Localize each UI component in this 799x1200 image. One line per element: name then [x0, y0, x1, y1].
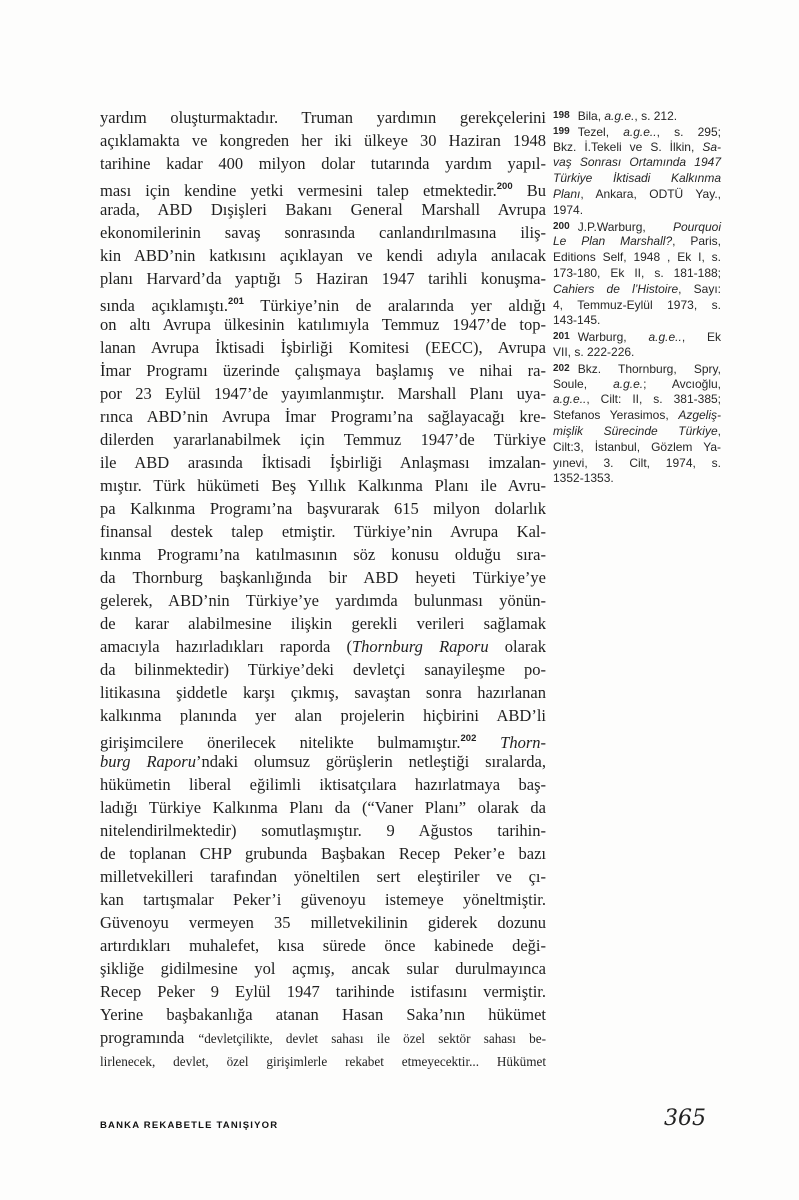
text-line: [553, 282, 721, 298]
footnote-199: [553, 124, 721, 219]
text-line: [553, 234, 721, 250]
text-line: [100, 934, 546, 957]
text-segment: a.g.e..: [553, 392, 587, 407]
text-segment: lanan Avrupa İktisadi İşbirliği Komitesi (EECC), Avrupa: [100, 338, 546, 357]
text-line: [100, 842, 546, 865]
text-segment: planı Harvard’da yaptığı 5 Haziran 1947 tarihli konuşma-: [100, 269, 546, 288]
text-segment: , s. 212.: [634, 109, 678, 123]
text-segment: vaş Sonrası Ortamında 1947: [553, 155, 721, 170]
text-line: [553, 345, 721, 361]
text-segment: on altı Avrupa ülkesinin katılımıyla Temmuz 1947’de top-: [100, 315, 546, 334]
text-line: [100, 106, 546, 129]
text-line: [100, 543, 546, 566]
text-segment: ladığı Türkiye Kalkınma Planı da (“Vaner Planı” olarak da: [100, 798, 546, 817]
text-segment: sında açıklamıştı.: [100, 296, 229, 315]
text-segment: kan tartışmalar Peker’i güvenoyu istemeye yöneltmiştir.: [100, 890, 546, 909]
text-segment: Türkiye’nin de aralarında yer aldığı: [243, 296, 546, 315]
text-line: [553, 424, 721, 440]
text-segment: tarihine kadar 400 milyon dolar tutarında yardım yapıl-: [100, 154, 546, 173]
footnote-marker: 201: [553, 331, 570, 343]
text-segment: Recep Peker 9 Eylül 1947 tarihinde istifasını vermiştir.: [100, 982, 546, 1001]
text-line: [553, 456, 721, 472]
text-segment: Le Plan Marshall?: [553, 234, 673, 249]
text-line: [553, 298, 721, 314]
text-segment: Warburg,: [577, 330, 649, 345]
text-segment: 4, Temmuz-Eylül 1973, s.: [553, 297, 721, 312]
text-segment: Güvenoyu vermeyen 35 milletvekilinin giderek dozunu: [100, 913, 546, 932]
text-segment: Bkz. İ.Tekeli ve S. İlkin,: [553, 139, 703, 154]
footnote-marker: 198: [553, 110, 570, 121]
text-line: [100, 819, 546, 842]
text-segment: ,: [717, 423, 721, 438]
text-line: [553, 313, 721, 329]
text-segment: burg Raporu: [100, 752, 196, 771]
text-segment: Sa-: [702, 139, 721, 154]
text-segment: kin ABD’nin katkısını açıklayan ve kendi adıyla anılacak: [100, 246, 546, 265]
text-line: [100, 681, 546, 704]
text-line: [100, 520, 546, 543]
page-number: 365: [664, 1106, 706, 1131]
text-segment: Yerine başbakanlığa atanan Hasan Saka’nın hükümet: [100, 1005, 546, 1024]
text-line: [553, 266, 721, 282]
text-line: [100, 359, 546, 382]
text-line: [100, 589, 546, 612]
text-line: [100, 497, 546, 520]
text-segment: 1974.: [553, 202, 584, 217]
text-segment: , Ek: [681, 330, 721, 345]
text-segment: Bkz. Thornburg, Spry,: [577, 361, 721, 376]
text-segment: de karar alabilmesine ilişkin gerekli verileri sağlamak: [100, 614, 546, 633]
text-segment: Türkiye İktisadi Kalkınma: [553, 171, 721, 186]
footnote-marker: 202: [460, 733, 477, 744]
text-segment: Tezel,: [577, 124, 624, 139]
text-segment: İmar Programı üzerinde çalışmaya başlamış ve nihai ra-: [100, 361, 546, 380]
text-line: [553, 329, 721, 345]
text-line: [100, 152, 546, 175]
footnote-200: [553, 219, 721, 330]
text-segment: kınma Programı’na katılmasının söz konusu olduğu sıra-: [100, 545, 546, 564]
footnote-marker: 200: [496, 181, 513, 192]
text-line: [100, 773, 546, 796]
footnote-202: [553, 361, 721, 487]
text-line: [553, 471, 721, 487]
text-segment: şikliğe gidilmesine yol açmış, ancak sular durulmayınca: [100, 959, 546, 978]
text-line: [100, 980, 546, 1003]
text-line: [100, 267, 546, 290]
text-segment: Planı: [553, 186, 581, 201]
text-line: [100, 290, 546, 313]
text-line: [553, 140, 721, 156]
footnotes-column: [553, 108, 721, 487]
text-line: [100, 405, 546, 428]
text-segment: dilerden yararlanabilmek için Temmuz 1947’de Türkiye: [100, 430, 546, 449]
text-segment: ması için kendine yetki vermesini talep etmektedir.: [100, 181, 497, 200]
text-segment: 173-180, Ek II, s. 181-188;: [553, 265, 721, 280]
text-segment: ekonomilerinin savaş sonrasında canlandırılmasına iliş-: [100, 223, 546, 242]
text-segment: 1352-1353.: [553, 471, 614, 486]
text-segment: 143-145.: [553, 313, 601, 328]
text-line: [100, 451, 546, 474]
text-line: [100, 865, 546, 888]
footnote-marker: 199: [553, 125, 570, 137]
text-segment: Azgeliş-: [678, 408, 721, 423]
running-footer-title: BANKA REKABETLE TANIŞIYOR: [100, 1120, 279, 1131]
text-segment: ile ABD arasında İktisadi İşbirliği Anlaşması imzalan-: [100, 453, 546, 472]
text-segment: amacıyla hazırladıkları raporda (: [100, 637, 352, 656]
text-line: [100, 635, 546, 658]
text-line: [553, 377, 721, 393]
text-line: [100, 1026, 546, 1049]
text-segment: , Cilt: II, s. 381-385;: [586, 392, 721, 407]
text-segment: açıklamakta ve kongreden her iki ülkeye 30 Haziran 1948: [100, 131, 546, 150]
text-line: [553, 408, 721, 424]
text-line: [100, 704, 546, 727]
text-line: [100, 313, 546, 336]
text-segment: a.g.e..: [648, 330, 682, 345]
text-line: [100, 957, 546, 980]
text-segment: kalkınma planında yer alan projelerin hiçbirini ABD’li: [100, 706, 546, 725]
text-segment: hükümetin liberal eğilimli iktisatçılara hazırlatmaya baş-: [100, 775, 546, 794]
text-segment: Bu: [512, 181, 546, 200]
text-segment: arada, ABD Dışişleri Bakanı General Marshall Avrupa: [100, 200, 546, 219]
text-segment: finansal destek talep etmiştir. Türkiye’nin Avrupa Kal-: [100, 522, 546, 541]
text-segment: Bila,: [577, 109, 605, 123]
text-segment: litikasına şiddetle karşı çıkmış, savaştan sonra hazırlanan: [100, 683, 546, 702]
footnote-201: [553, 329, 721, 361]
text-segment: nitelendirilmektedir) somutlaşmıştır. 9 Ağustos tarihin-: [100, 821, 546, 840]
text-segment: yınevi, 3. Cilt, 1974, s.: [553, 455, 721, 470]
text-segment: ’ndaki olumsuz görüşlerin netleştiği sıralarda,: [195, 752, 546, 771]
text-segment: , s. 295;: [656, 124, 721, 139]
text-segment: por 23 Eylül 1947’de yayımlanmıştır. Marshall Planı uya-: [100, 384, 546, 403]
text-line: [100, 612, 546, 635]
text-segment: a.g.e.: [604, 109, 635, 123]
text-segment: a.g.e..: [623, 124, 657, 139]
text-segment: mişlik Sürecinde Türkiye: [553, 423, 718, 438]
text-line: [553, 250, 721, 266]
text-segment: olarak: [488, 637, 546, 656]
text-line: [100, 658, 546, 681]
text-line: [553, 440, 721, 456]
text-segment: J.P.Warburg,: [577, 219, 673, 234]
text-segment: VII, s. 222-226.: [553, 344, 635, 359]
text-segment: milletvekilleri tarafından yöneltilen sert eleştiriler ve çı-: [100, 867, 546, 886]
text-segment: Pourquoi: [672, 219, 721, 234]
text-segment: lirlenecek, devlet, özel girişimlerle rekabet etmeyecektir... Hükümet: [100, 1054, 546, 1069]
text-line: [100, 1049, 546, 1072]
text-segment: gelerek, ABD’nin Türkiye’ye yardımda bulunması yönün-: [100, 591, 546, 610]
text-segment: , Paris,: [672, 234, 721, 249]
text-line: [100, 1003, 546, 1026]
text-line: [100, 244, 546, 267]
text-line: [100, 888, 546, 911]
text-segment: a.g.e.: [613, 376, 644, 391]
text-line: [100, 474, 546, 497]
text-segment: pa Kalkınma Programı’na başvurarak 615 milyon dolarlık: [100, 499, 546, 518]
text-line: [553, 392, 721, 408]
footnote-marker: 200: [553, 220, 570, 232]
text-segment: rınca ABD’nin Avrupa İmar Programı’na sağlayacağı kre-: [100, 407, 546, 426]
text-line: [100, 175, 546, 198]
text-line: [553, 187, 721, 203]
text-segment: , Ankara, ODTÜ Yay.,: [580, 186, 721, 201]
footnote-198: [553, 108, 721, 124]
text-segment: programında: [100, 1028, 199, 1047]
text-segment: Cilt:3, İstanbul, Gözlem Ya-: [553, 439, 721, 454]
text-line: [100, 428, 546, 451]
text-line: [100, 911, 546, 934]
text-segment: da Thornburg başkanlığında bir ABD heyeti Türkiye’ye: [100, 568, 546, 587]
text-segment: “devletçilikte, devlet sahası ile özel sektör sahası be-: [198, 1031, 546, 1046]
footnote-marker: 202: [553, 362, 570, 374]
text-line: [553, 155, 721, 171]
text-line: [553, 108, 721, 124]
text-line: [553, 219, 721, 235]
main-text-column: [100, 106, 546, 1072]
text-line: [100, 129, 546, 152]
text-line: [100, 336, 546, 359]
text-segment: , Sayı:: [678, 281, 722, 296]
text-segment: Stefanos Yerasimos,: [553, 408, 679, 423]
text-segment: Thorn-: [500, 733, 546, 752]
text-line: [100, 198, 546, 221]
text-segment: mıştır. Türk hükümeti Beş Yıllık Kalkınma Planı ile Avru-: [100, 476, 546, 495]
text-segment: yardım oluşturmaktadır. Truman yardımın gerekçelerini: [100, 108, 546, 127]
text-line: [100, 221, 546, 244]
text-segment: Thornburg Raporu: [351, 637, 489, 656]
text-segment: artırdıkları muhalefet, kısa sürede önce kabinede deği-: [100, 936, 546, 955]
text-line: [553, 171, 721, 187]
footnote-marker: 201: [228, 296, 244, 307]
text-segment: da bilinmektedir) Türkiye’deki devletçi sanayileşme po-: [100, 660, 546, 679]
text-segment: Cahiers de l’Histoire: [553, 281, 679, 296]
text-line: [553, 124, 721, 140]
text-line: [553, 361, 721, 377]
text-segment: girişimcilere önerilecek nitelikte bulmamıştır.: [100, 733, 461, 752]
text-segment: de toplanan CHP grubunda Başbakan Recep Peker’e bazı: [100, 844, 546, 863]
text-line: [553, 203, 721, 219]
text-line: [100, 727, 546, 750]
text-line: [100, 566, 546, 589]
text-line: [100, 750, 546, 773]
text-line: [100, 382, 546, 405]
text-segment: Editions Self, 1948 , Ek I, s.: [553, 250, 721, 265]
text-segment: ; Avcıoğlu,: [643, 376, 721, 391]
text-line: [100, 796, 546, 819]
text-segment: Soule,: [553, 376, 614, 391]
